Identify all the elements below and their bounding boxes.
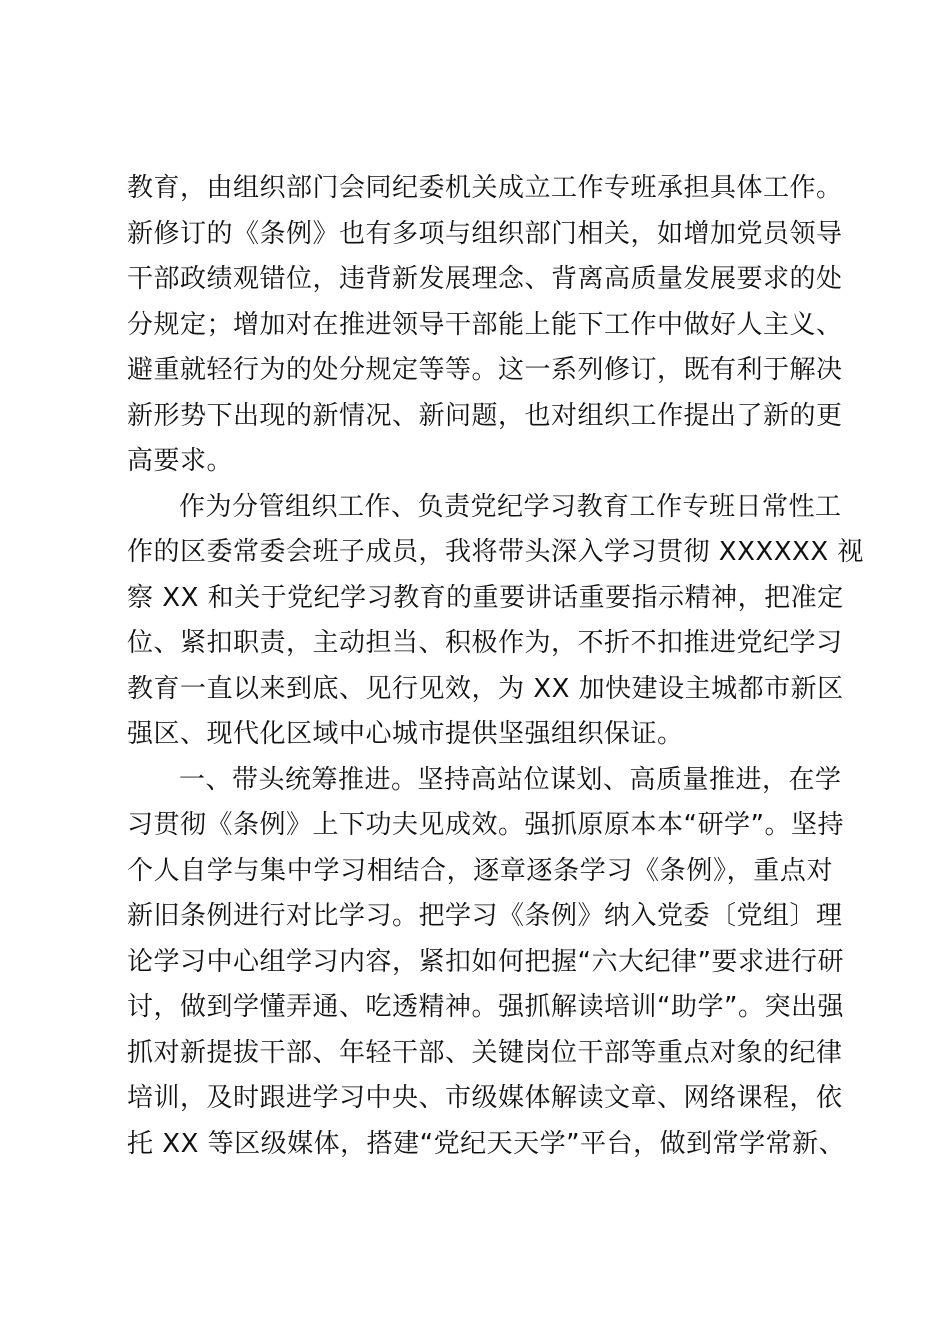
text-line: 高要求。 — [127, 446, 234, 476]
text-line: 作的区委常委会班子成员，我将带头深入学习贯彻 XXXXXX 视 — [127, 537, 864, 567]
text-line: 教育，由组织部门会同纪委机关成立工作专班承担具体工作。 — [127, 173, 843, 203]
text-line: 新形势下出现的新情况、新问题，也对组织工作提出了新的更 — [127, 400, 843, 431]
paragraph-2 — [127, 485, 864, 758]
text-line: 避重就轻行为的处分规定等等。这一系列修订，既有利于解决 — [127, 355, 843, 385]
text-line: 分规定；增加对在推进领导干部能上能下工作中做好人主义、 — [127, 309, 843, 340]
text-line: 强区、现代化区域中心城市提供坚强组织保证。 — [127, 719, 684, 749]
text-line: 抓对新提拔干部、年轻干部、关键岗位干部等重点对象的纪律 — [127, 1037, 843, 1068]
text-line: 一、带头统筹推进。坚持高站位谋划、高质量推进，在学 — [179, 764, 842, 795]
text-line: 讨，做到学懂弄通、吃透精神。强抓解读培训“助学”。突出强 — [127, 992, 844, 1022]
text-line: 托 XX 等区级媒体，搭建“党纪天天学”平台，做到常学常新、 — [127, 1128, 846, 1159]
text-line: 习贯彻《条例》上下功夫见成效。强抓原原本本“研学”。坚持 — [127, 810, 844, 840]
text-line: 作为分管组织工作、负责党纪学习教育工作专班日常性工 — [179, 491, 842, 522]
text-line: 察 XX 和关于党纪学习教育的重要讲话重要指示精神，把准定 — [127, 582, 844, 613]
text-line: 个人自学与集中学习相结合，逐章逐条学习《条例》，重点对 — [127, 855, 833, 886]
paragraph-3 — [127, 758, 846, 1168]
text-line: 位、紧扣职责，主动担当、积极作为，不折不扣推进党纪学习 — [127, 628, 843, 658]
text-line: 教育一直以来到底、见行见效，为 XX 加快建设主城都市新区 — [127, 673, 844, 704]
text-line: 培训，及时跟进学习中央、市级媒体解读文章、网络课程，依 — [127, 1083, 843, 1113]
paragraph-1 — [127, 166, 843, 485]
text-line: 论学习中心组学习内容，紧扣如何把握“六大纪律”要求进行研 — [127, 946, 844, 977]
text-line: 干部政绩观错位，违背新发展理念、背离高质量发展要求的处 — [127, 264, 843, 294]
document-body — [127, 166, 864, 1167]
text-line: 新修订的《条例》也有多项与组织部门相关，如增加党员领导 — [127, 218, 843, 249]
text-line: 新旧条例进行对比学习。把学习《条例》纳入党委〔党组〕理 — [127, 901, 843, 931]
